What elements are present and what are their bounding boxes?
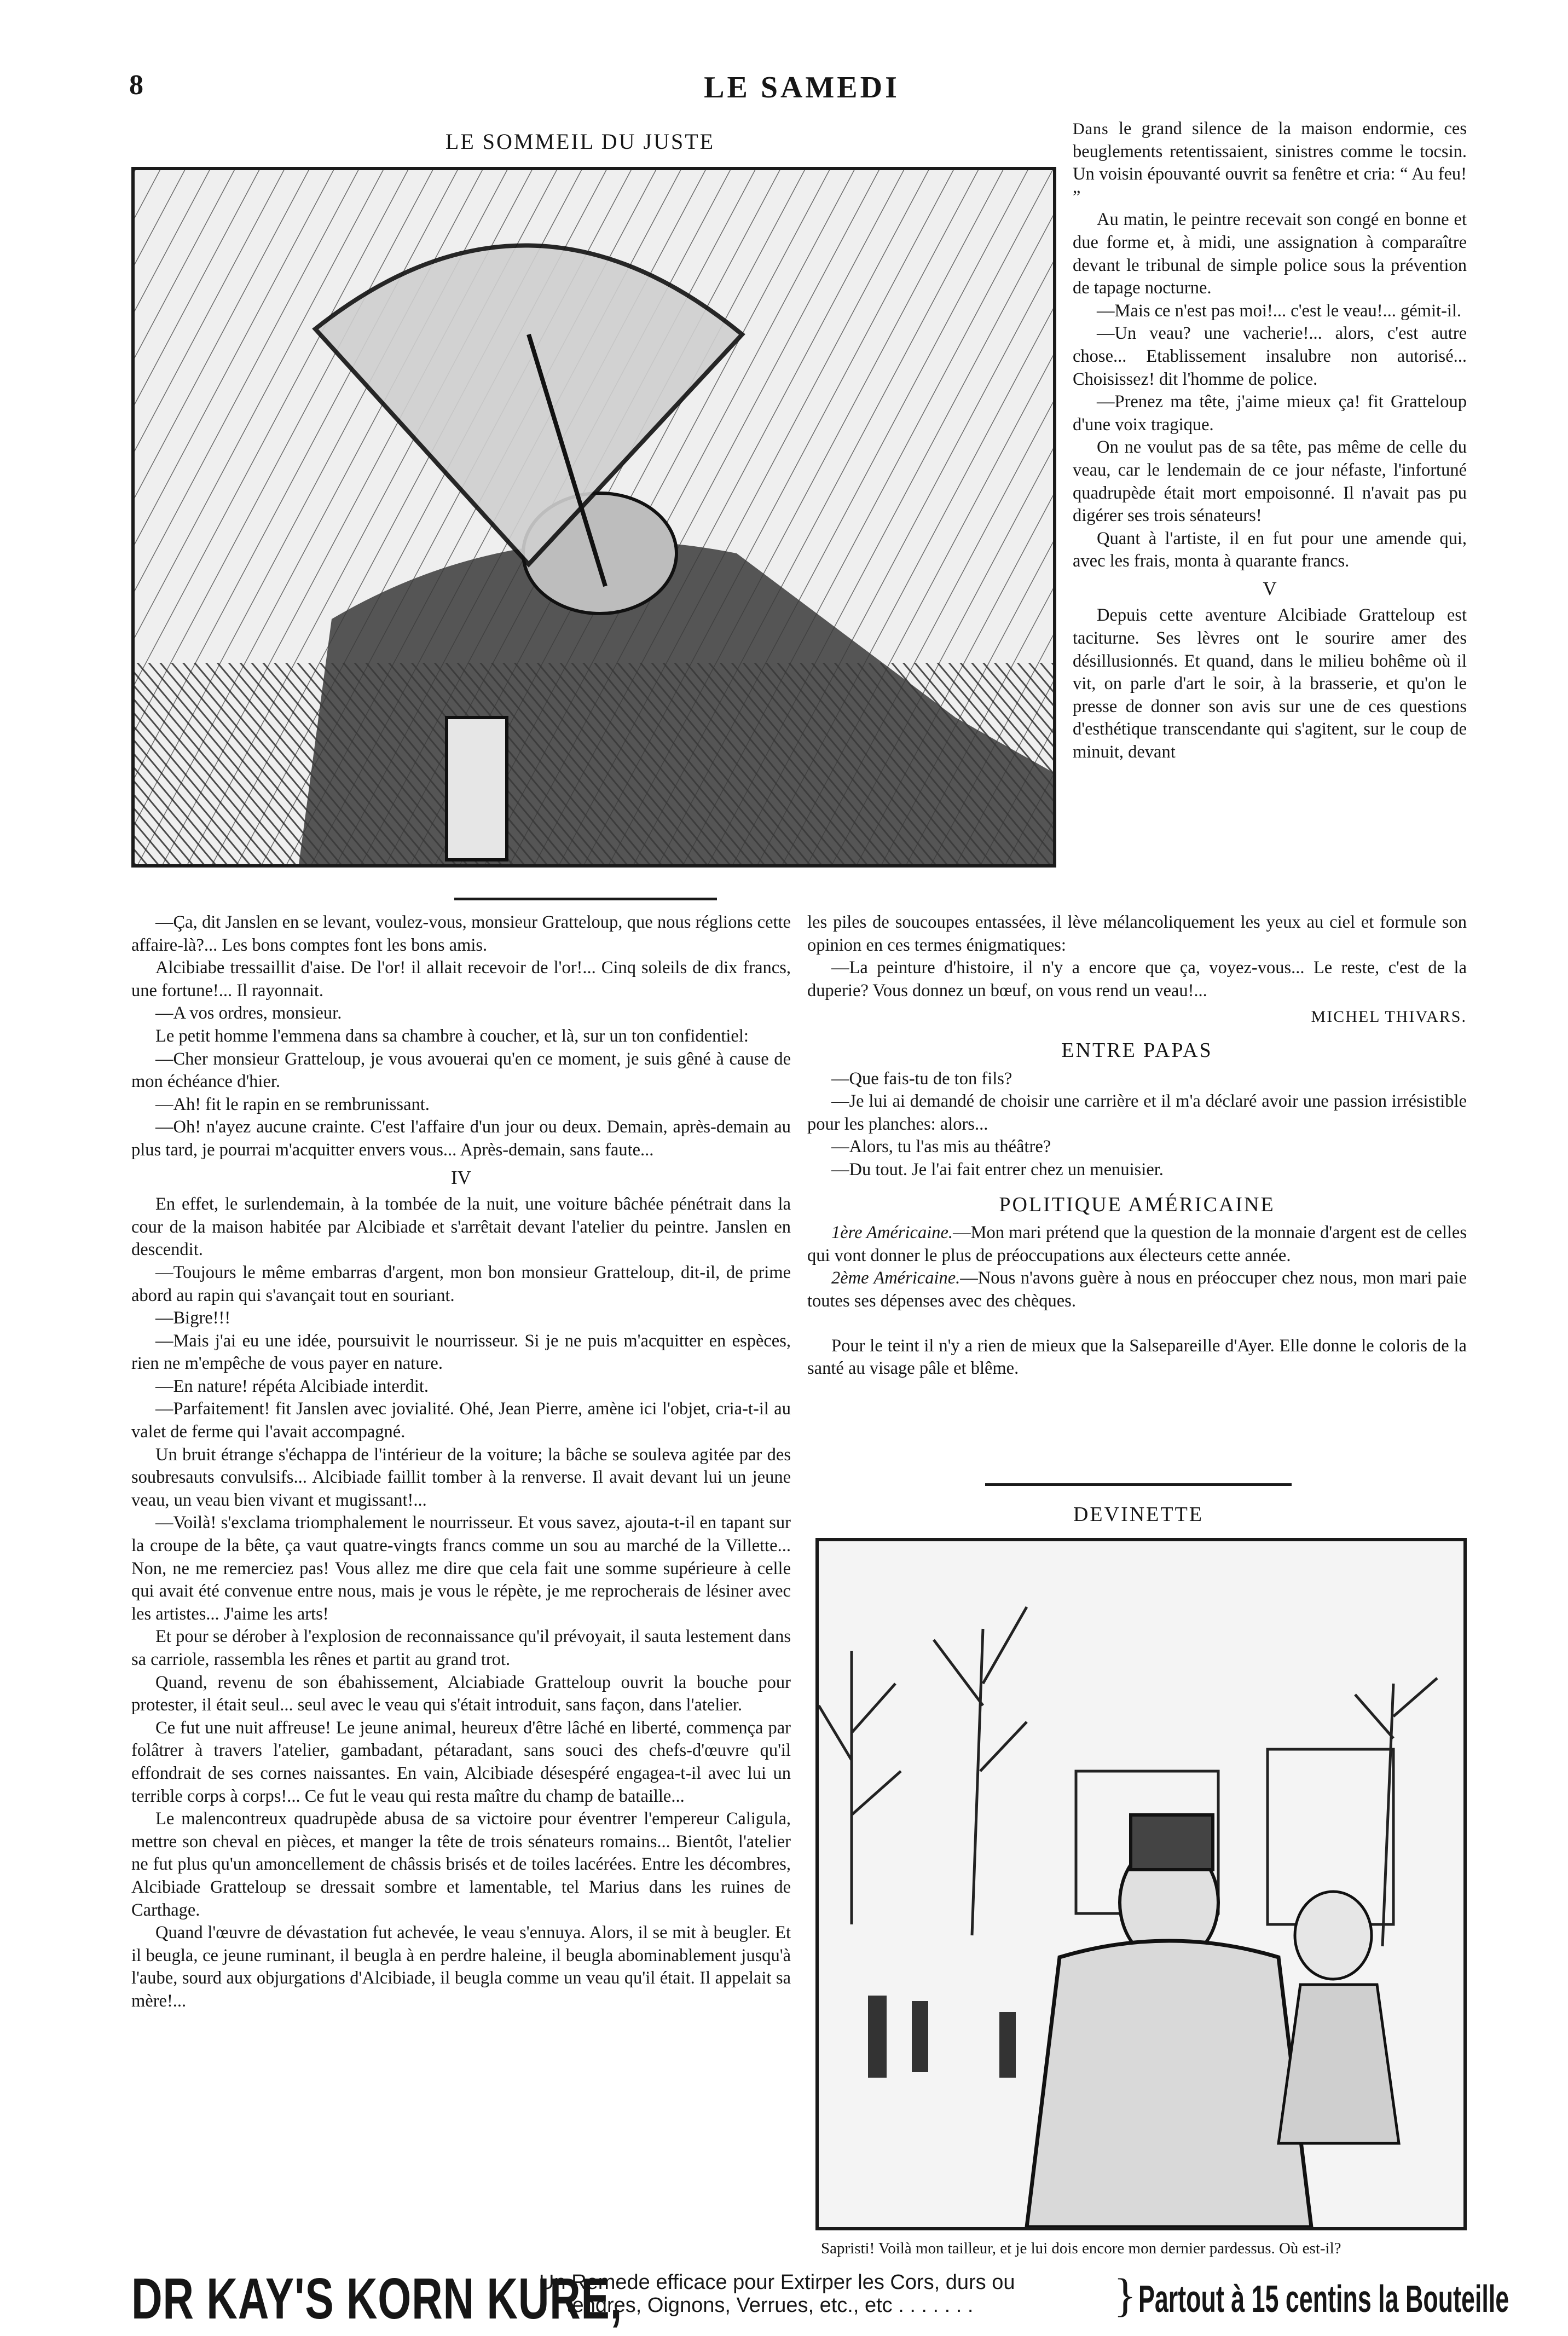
right-paragraph: Depuis cette aventure Alcibiade Gratteloup est taciturne. Ses lèvres ont le sourire amer des désillusionnés. Et quand, dans le milieu bohême où il vit, on parle d'art le soir, à la brasserie, et qu'on le presse de donner son avis sur une de ces questions d'esthétique transcendante qui s'agitent, sur le coup de minuit, devant [1073,605,1467,762]
section-heading-v: V [1263,577,1277,599]
right-lower-column [807,911,1467,1380]
story-title: LE SOMMEIL DU JUSTE [445,129,715,154]
devinette-caption: Sapristi! Voilà mon tailleur, et je lui dois encore mon dernier pardessus. Où est-il? [821,2240,1341,2257]
left-paragraph: En effet, le surlendemain, à la tombée de la nuit, une voiture bâchée pénétrait dans la cour de la maison habitée par Alcibiade et s'arrêtait devant l'atelier du peintre. Janslen en descendit. [131,1194,791,1260]
story-right-column [1073,118,1467,764]
speaker-label: 1ère Américaine. [831,1223,953,1243]
story-conclusion: —La peinture d'histoire, il n'y a encore que ça, voyez-vous... Le reste, c'est de la duperie? Vous donnez un bœuf, on vous rend un veau!... [807,958,1467,1001]
right-paragraph: On ne voulut pas de sa tête, pas même de celle du veau, car le lendemain de ce jour néfaste, l'infortuné quadrupède était mort empoisonné. Il n'avait pas pu digérer ses trois sénateurs! [1073,437,1467,526]
left-paragraph: Le malencontreux quadrupède abusa de sa victoire pour éventrer l'empereur Caligula, mettre son cheval en pièces, et manger la tête de trois sénateurs romains... Bientôt, l'atelier ne fut plus qu'un amoncellement de châssis brisés et de toiles lacérées. Entre les décombres, Alcibiade Gratteloup se dressait sombre et lamentable, tel Marius dans les ruines de Carthage. [131,1809,791,1920]
rain-umbrella-drawing [135,170,1053,864]
left-paragraph: —En nature! répéta Alcibiade interdit. [155,1376,429,1396]
page-number: 8 [129,70,143,101]
left-paragraph: Ce fut une nuit affreuse! Le jeune animal, heureux d'être lâché en liberté, commença par folâtrer à travers l'atelier, gambadant, pétaradant, sans souci des chefs-d'œuvre qu'il effondrait de ses cornes naissantes. En vain, Alcibiade désespéré engagea-t-il avec lui un terrible corps à corps!... Ce fut le veau qui resta maître du champ de bataille... [131,1718,791,1806]
left-paragraph: —Cher monsieur Gratteloup, je vous avouerai qu'en ce moment, je suis gêné à cause de mon échéance d'hier. [131,1049,791,1092]
dialogue-line: —Mon mari prétend que la question de la monnaie d'argent est de celles qui vont donner le plus de préoccupations aux électeurs cette année. [807,1223,1467,1265]
entre-papas-title: ENTRE PAPAS [1061,1038,1213,1062]
section-heading-iv: IV [451,1166,471,1188]
author-signature: MICHEL THIVARS. [1311,1008,1467,1026]
dialogue-line: —Que fais-tu de ton fils? [831,1068,1012,1089]
left-paragraph: —A vos ordres, monsieur. [155,1003,342,1024]
story-continuation: les piles de soucoupes entassées, il lève mélancoliquement les yeux au ciel et formule son opinion en ces termes énigmatiques: [807,912,1467,955]
speaker-label: 2ème Américaine. [831,1268,961,1288]
politique-title: POLITIQUE AMÉRICAINE [999,1193,1275,1216]
dialogue-line: —Alors, tu l'as mis au théâtre? [831,1137,1051,1157]
left-paragraph: Le petit homme l'emmena dans sa chambre à coucher, et là, sur un ton confidentiel: [155,1026,749,1046]
left-paragraph: Alcibiabe tressaillit d'aise. De l'or! il allait recevoir de l'or!... Cinq soleils de dix francs, une fortune!... Il rayonnait. [131,958,791,1001]
left-paragraph: —Bigre!!! [155,1308,231,1328]
right-paragraph: Au matin, le peintre recevait son congé en bonne et due forme et, à midi, une assignation à comparaître devant le tribunal de simple police sous la prévention de tapage nocturne. [1073,210,1467,298]
ad-brand: DR KAY'S KORN KURE, [131,2266,623,2331]
devinette-illustration [815,1538,1467,2230]
ayer-advertisement-note: Pour le teint il n'y a rien de mieux que la Salsepareille d'Ayer. Elle donne le coloris de la santé au visage pâle et blême. [807,1335,1467,1379]
dropcap-word: Dans [1073,120,1109,138]
left-paragraph: Quand, revenu de son ébahissement, Alciabiade Gratteloup ouvrit la bouche pour protester, il était seul... seul avec le veau qui s'était introduit, sans façon, dans l'atelier. [131,1672,791,1715]
right-paragraph: le grand silence de la maison endormie, ces beuglements retentissaient, sinistres comme le tocsin. Un voisin épouvanté ouvrit sa fenêtre et cria: “ Au feu! ” [1073,119,1467,207]
right-paragraph: Quant à l'artiste, il en fut pour une amende qui, avec les frais, monta à quarante francs. [1073,528,1467,571]
ad-price: Partout à 15 centins la Bouteille [1138,2277,1509,2320]
left-paragraph: —Ça, dit Janslen en se levant, voulez-vous, monsieur Gratteloup, que nous réglions cette affaire-là?... Les bons comptes font les bons amis. [131,912,791,955]
left-paragraph: —Parfaitement! fit Janslen avec jovialité. Ohé, Jean Pierre, amène ici l'objet, cria-t-il au valet de ferme qui l'avait accompagné. [131,1399,791,1442]
ad-description-line-2: tendres, Oignons, Verrues, etc., etc . . . . . . . [566,2294,974,2317]
right-paragraph: —Un veau? une vacherie!... alors, c'est autre chose... Etablissement insalubre non autorisé... Choisissez! dit l'homme de police. [1073,323,1467,389]
dialogue-line: —Je lui ai demandé de choisir une carrière et il m'a déclaré avoir une passion irrésistible pour les planches: alors... [807,1091,1467,1134]
right-paragraph: —Mais ce n'est pas moi!... c'est le veau!... gémit-il. [1097,300,1462,321]
left-paragraph: —Toujours le même embarras d'argent, mon bon monsieur Gratteloup, dit-il, de prime abord au rapin qui s'avançait tout en souriant. [131,1262,791,1305]
ad-brace: } [1114,2269,1137,2321]
ad-description-line-1: Un Remede efficace pour Extirper les Cors, durs ou [539,2271,1015,2294]
left-paragraph: —Ah! fit le rapin en se rembrunissant. [155,1094,430,1114]
rain-umbrella-illustration [131,167,1056,868]
left-paragraph: —Oh! n'ayez aucune crainte. C'est l'affaire d'un jour ou deux. Demain, après-demain au plus tard, je pourrai m'acquitter envers vous... Après-demain, sans faute... [131,1117,791,1160]
puzzle-drawing [819,1541,1463,2227]
left-paragraph: —Voilà! s'exclama triomphalement le nourrisseur. Et vous savez, ajouta-t-il en tapant sur la croupe de la bête, ça vaut quatre-vingts francs comme un sou au marché de la Villette... Non, ne me remerciez pas! Vous allez me dire que cela fait une somme supérieure à celle qui avait été convenue entre nous, mais je vous le répète, je me reprocherais de lésiner avec les artistes... J'aime les arts! [131,1513,791,1624]
dialogue-line: —Du tout. Je l'ai fait entrer chez un menuisier. [831,1159,1164,1179]
left-paragraph: Un bruit étrange s'échappa de l'intérieur de la voiture; la bâche se souleva agitée par des soubresauts convulsifs... Alcibiade faillit tomber à la renverse. Il avait devant lui un jeune veau, un veau bien vivant et mugissant!... [131,1444,791,1510]
masthead: LE SAMEDI [704,71,900,105]
right-paragraph: —Prenez ma tête, j'aime mieux ça! fit Gratteloup d'une voix tragique. [1073,392,1467,435]
divider-rule [454,898,717,900]
devinette-title: DEVINETTE [1073,1503,1204,1526]
politique-dialogue [807,1222,1467,1312]
left-paragraph: —Mais j'ai eu une idée, poursuivit le nourrisseur. Si je ne puis m'acquitter en espèces, rien ne m'empêche de vous payer en nature. [131,1331,791,1374]
left-paragraph: Quand l'œuvre de dévastation fut achevée, le veau s'ennuya. Alors, il se mit à beugler. Et il beugla, ce jeune ruminant, il beugla à en perdre haleine, il beugla abominablement jusqu'à l'aube, sourd aux objurgations d'Alcibiade, il beugla comme un veau qu'il était. Il appelait sa mère!... [131,1923,791,2011]
story-left-column [131,911,791,2013]
left-paragraph: Et pour se dérober à l'explosion de reconnaissance qu'il prévoyait, il sauta lestement dans sa carriole, rassembla les rênes et partit au grand trot. [131,1627,791,1669]
entre-papas-dialogue [807,1068,1467,1182]
divider-rule [985,1483,1292,1486]
dialogue-line: —Nous n'avons guère à nous en préoccuper chez nous, mon mari paie toutes ses dépenses avec des chèques. [807,1268,1467,1311]
